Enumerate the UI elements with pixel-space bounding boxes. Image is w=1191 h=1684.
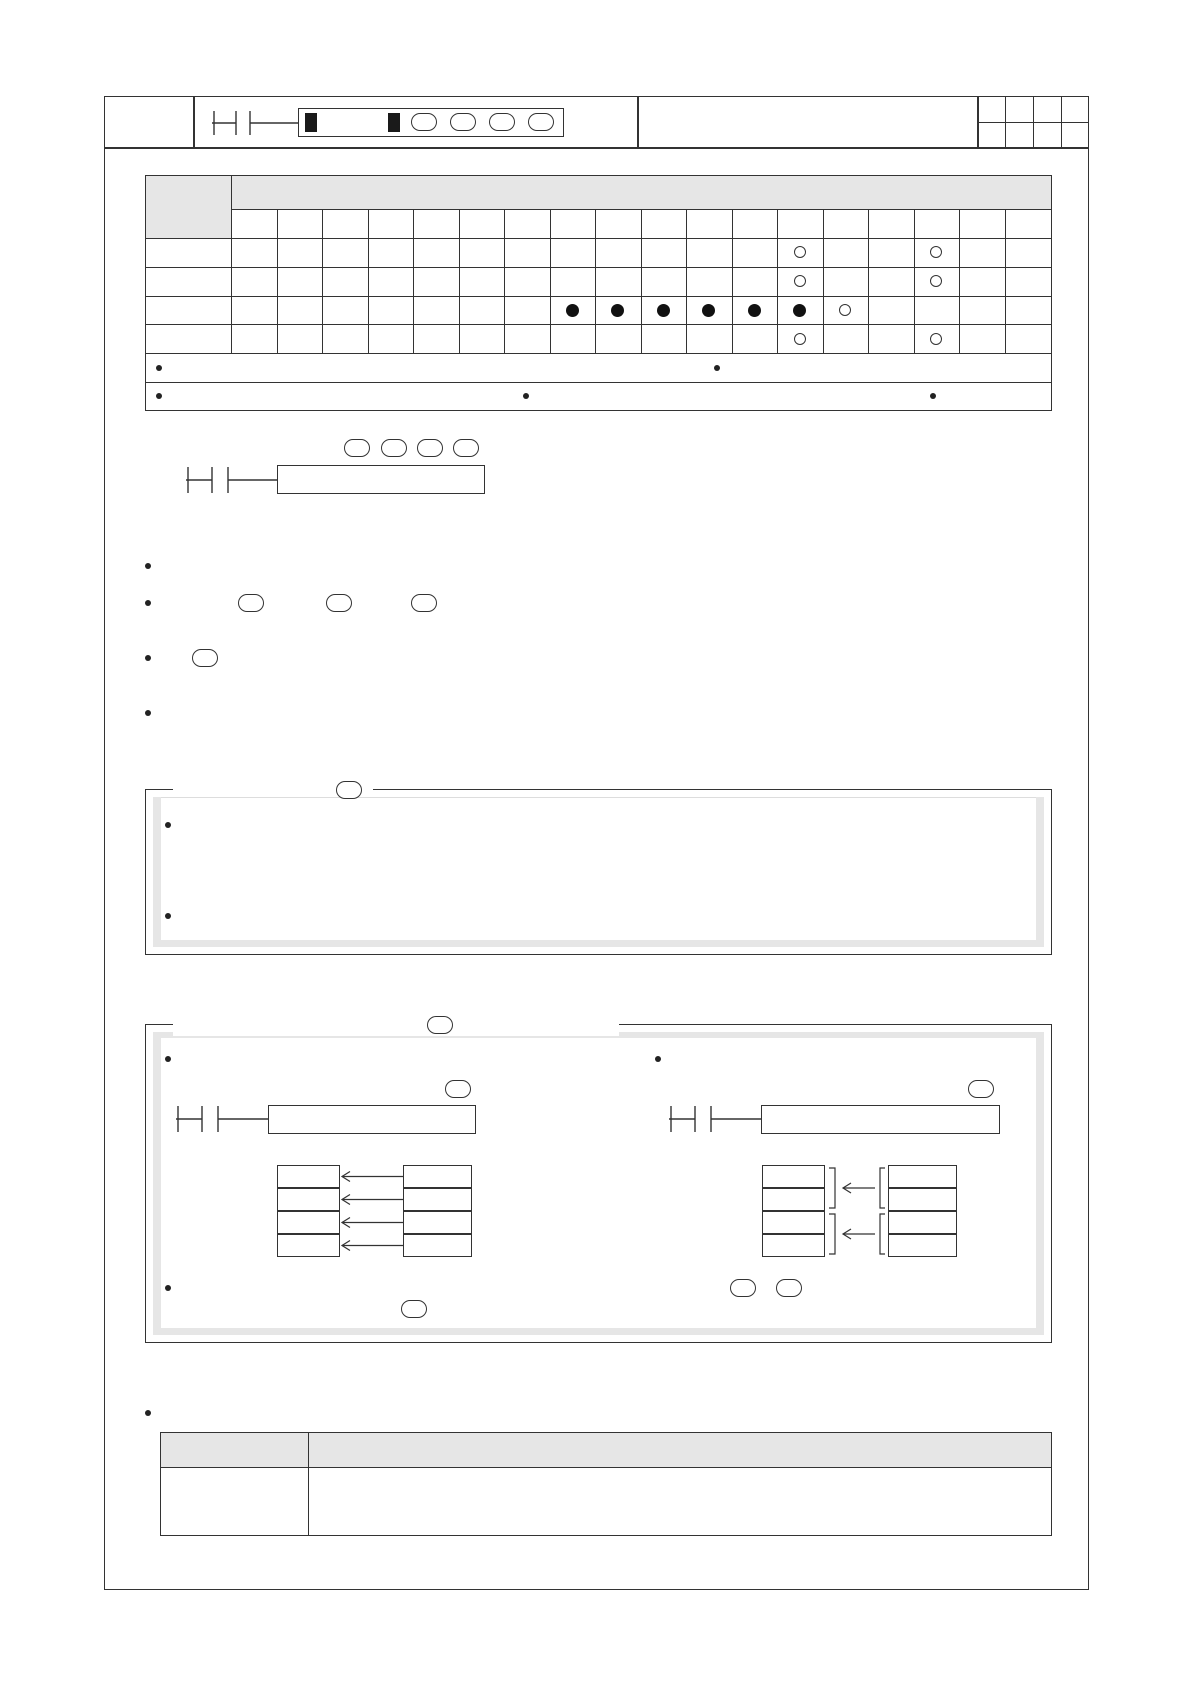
format-contact-icon xyxy=(186,466,278,494)
bullet-dot-icon xyxy=(714,365,720,371)
destination-cell xyxy=(762,1188,825,1211)
header-operand-oval-2 xyxy=(450,113,476,131)
destination-cell xyxy=(277,1211,340,1234)
format-operand-oval-4 xyxy=(453,439,479,457)
note-panel-2-title-oval xyxy=(427,1016,453,1034)
inline-operand-oval xyxy=(326,594,352,612)
panel-2-footer-oval xyxy=(776,1279,802,1297)
source-cell xyxy=(888,1234,957,1257)
filled-circle-icon xyxy=(702,304,715,317)
device-grid-col-line xyxy=(368,209,369,354)
open-circle-icon xyxy=(794,275,806,287)
filled-circle-icon xyxy=(611,304,624,317)
filled-circle-icon xyxy=(657,304,670,317)
error-table-header xyxy=(161,1433,1051,1467)
source-cell xyxy=(403,1188,472,1211)
open-circle-icon xyxy=(930,333,942,345)
example-left-contact-icon xyxy=(176,1105,268,1133)
panel-2-footer-oval xyxy=(730,1279,756,1297)
note-panel-2-title-gap xyxy=(173,1018,619,1036)
transfer-arrows xyxy=(338,1165,408,1265)
device-grid-col-line xyxy=(504,209,505,354)
header-col-2 xyxy=(637,96,639,148)
source-cell xyxy=(403,1211,472,1234)
device-grid-col-line xyxy=(686,209,687,354)
example-left-instruction-box xyxy=(268,1105,476,1134)
source-cell xyxy=(403,1165,472,1188)
open-circle-icon xyxy=(794,333,806,345)
bullet-dot-icon xyxy=(145,710,151,716)
bullet-dot-icon xyxy=(156,365,162,371)
bullet-dot-icon xyxy=(145,563,151,569)
device-grid-col-line xyxy=(868,209,869,354)
format-instruction-box xyxy=(277,465,485,494)
device-table-corner-header xyxy=(146,176,231,238)
panel-2-footer-oval xyxy=(401,1300,427,1318)
device-grid-col-line xyxy=(459,209,460,354)
device-grid-col-line xyxy=(595,209,596,354)
filled-circle-icon xyxy=(566,304,579,317)
header-col-1 xyxy=(193,96,195,148)
example-right-operand-oval xyxy=(968,1080,994,1098)
filled-circle-icon xyxy=(793,304,806,317)
device-grid-row-line xyxy=(145,296,1052,297)
header-block-marker-1 xyxy=(305,113,317,132)
bullet-dot-icon xyxy=(523,393,529,399)
device-grid-col-line xyxy=(732,209,733,354)
bullet-dot-icon xyxy=(930,393,936,399)
device-grid-col-line xyxy=(277,209,278,354)
inline-operand-oval xyxy=(411,594,437,612)
device-grid-col-line xyxy=(959,209,960,354)
header-operand-oval-4 xyxy=(528,113,554,131)
bullet-dot-icon xyxy=(165,1285,171,1291)
source-cell xyxy=(403,1234,472,1257)
bullet-dot-icon xyxy=(165,1056,171,1062)
header-block-marker-2 xyxy=(388,113,400,132)
bullet-dot-icon xyxy=(655,1056,661,1062)
device-grid-col-line xyxy=(823,209,824,354)
source-cell xyxy=(888,1165,957,1188)
source-cell xyxy=(888,1211,957,1234)
device-grid-row-line xyxy=(145,324,1052,325)
destination-cell xyxy=(277,1188,340,1211)
grouped-transfer-arrows xyxy=(825,1165,895,1265)
device-table-top-header xyxy=(231,176,1051,209)
format-operand-oval-1 xyxy=(344,439,370,457)
bullet-dot-icon xyxy=(145,655,151,661)
device-grid-col-line xyxy=(777,209,778,354)
source-cell xyxy=(888,1188,957,1211)
device-table xyxy=(145,175,1052,411)
bullet-dot-icon xyxy=(165,913,171,919)
inline-operand-oval xyxy=(192,649,218,667)
note-panel-1-title-oval xyxy=(336,781,362,799)
header-divider xyxy=(104,147,1089,149)
filled-circle-icon xyxy=(748,304,761,317)
destination-cell xyxy=(762,1165,825,1188)
header-operand-oval-1 xyxy=(411,113,437,131)
device-grid-col-line xyxy=(322,209,323,354)
example-left-operand-oval xyxy=(445,1080,471,1098)
device-grid-col-line xyxy=(914,209,915,354)
destination-cell xyxy=(762,1211,825,1234)
example-right-contact-icon xyxy=(669,1105,761,1133)
format-operand-oval-3 xyxy=(417,439,443,457)
destination-cell xyxy=(277,1165,340,1188)
note-panel-1 xyxy=(145,789,1052,955)
device-grid-row-line xyxy=(145,267,1052,268)
bullet-dot-icon xyxy=(145,600,151,606)
example-right-instruction-box xyxy=(761,1105,1000,1134)
header-operand-oval-3 xyxy=(489,113,515,131)
header-contact-icon xyxy=(212,110,302,136)
device-grid-row-line xyxy=(145,238,1052,239)
format-operand-oval-2 xyxy=(381,439,407,457)
device-grid-col-line xyxy=(1005,209,1006,354)
bullet-dot-icon xyxy=(165,822,171,828)
device-grid-col-line xyxy=(413,209,414,354)
inline-operand-oval xyxy=(238,594,264,612)
destination-cell xyxy=(277,1234,340,1257)
device-grid-col-line xyxy=(641,209,642,354)
bullet-dot-icon xyxy=(156,393,162,399)
destination-cell xyxy=(762,1234,825,1257)
device-grid-col-line xyxy=(550,209,551,354)
bullet-dot-icon xyxy=(145,1410,151,1416)
